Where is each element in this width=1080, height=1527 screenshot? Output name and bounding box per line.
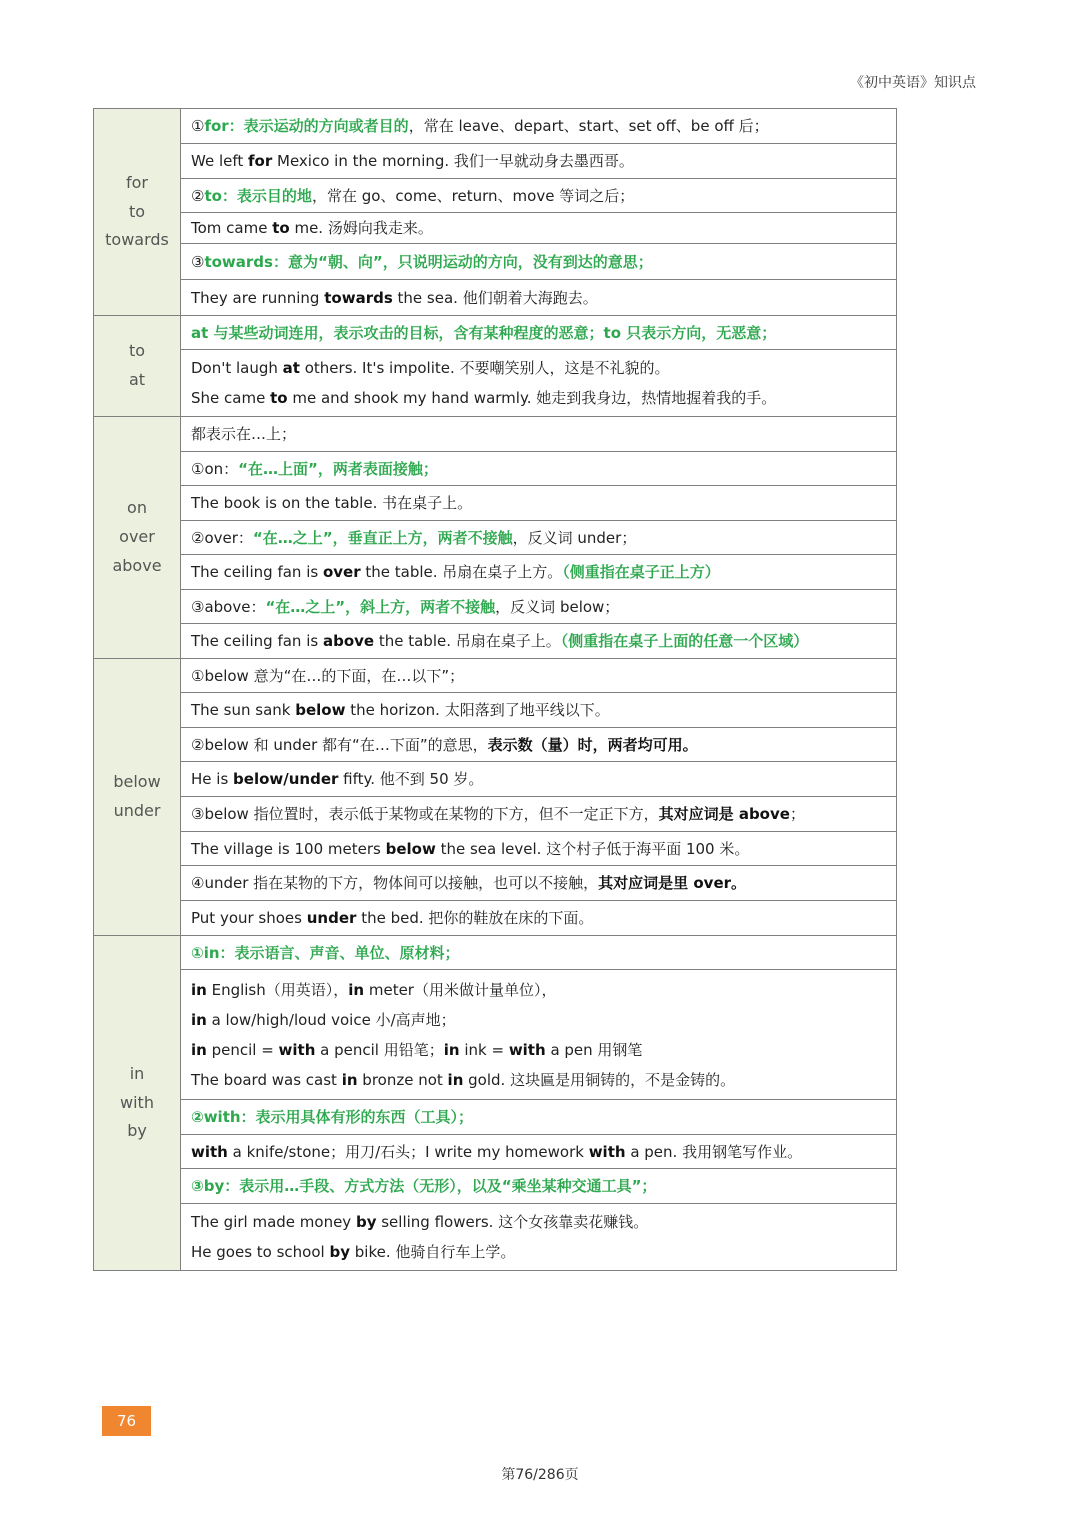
text-segment: a pen 用钢笔	[545, 1040, 643, 1059]
text-segment: a knife/stone；用刀/石头；I write my homework	[227, 1142, 589, 1161]
text-segment: ；	[789, 805, 805, 823]
table-row	[94, 901, 897, 936]
explanation-cell	[181, 316, 897, 350]
text-segment: We left	[191, 152, 249, 170]
keyword-text: to	[270, 389, 288, 407]
table-row	[94, 1204, 897, 1271]
keyword-text: by	[355, 1213, 377, 1231]
text-segment: a pen. 我用钢笔写作业。	[625, 1142, 803, 1161]
explanation-line	[191, 419, 896, 449]
text-segment: the bed. 把你的鞋放在床的下面。	[356, 909, 594, 927]
text-segment: ②over：	[191, 528, 253, 547]
keyword-text: in	[341, 1070, 358, 1089]
explanation-line	[191, 592, 896, 622]
explanation-cell	[181, 1100, 897, 1135]
text-segment: ，常在 go、come、return、move 等词之后；	[311, 186, 635, 205]
explanation-line	[191, 730, 896, 760]
keyword-text: under	[306, 909, 357, 927]
explanation-cell	[181, 866, 897, 901]
explanation-cell	[181, 144, 897, 179]
text-segment: ④under 指在某物的下方，物体间可以接触，也可以不接触，	[191, 874, 599, 892]
table-body	[94, 109, 897, 1271]
table-row	[94, 970, 897, 1100]
text-segment: ②	[191, 186, 205, 205]
text-segment: ink =	[459, 1040, 509, 1059]
explanation-cell	[181, 350, 897, 417]
text-segment: me. 汤姆向我走来。	[289, 219, 433, 237]
text-segment: They are running	[191, 288, 325, 307]
text-segment: The village is 100 meters	[191, 839, 386, 858]
explanation-line	[191, 454, 896, 484]
table-row	[94, 179, 897, 213]
explanation-cell	[181, 213, 897, 244]
explanation-line	[191, 146, 896, 176]
explanation-line	[191, 353, 896, 383]
table-row	[94, 144, 897, 179]
keyword-text: in	[191, 1010, 207, 1029]
text-segment: ③	[191, 252, 205, 271]
keyword-text: in	[443, 1040, 460, 1059]
text-segment: Put your shoes	[191, 909, 307, 927]
word-label: with	[120, 1092, 154, 1112]
explanation-cell	[181, 452, 897, 486]
word-label: under	[113, 801, 161, 820]
explanation-line	[191, 626, 896, 656]
text-segment: selling flowers. 这个女孩靠卖花赚钱。	[376, 1213, 649, 1231]
keyword-text: below	[295, 701, 346, 719]
explanation-line	[191, 1065, 896, 1095]
text-segment: The ceiling fan is	[191, 563, 323, 581]
explanation-line	[191, 1035, 896, 1065]
word-label: by	[127, 1121, 147, 1141]
text-segment: ①below 意为“在…的下面，在…以下”；	[191, 666, 465, 685]
highlight-text: ②with：表示用具体有形的东西（工具）；	[191, 1108, 474, 1126]
keyword-text: 表示数（量）时，两者均可用。	[487, 735, 698, 754]
text-segment: ①	[191, 117, 205, 135]
keyword-text: in	[447, 1070, 464, 1089]
explanation-line	[191, 868, 896, 898]
text-segment: 都表示在…上；	[191, 425, 297, 443]
word-label: on	[127, 498, 147, 518]
word-group-cell	[94, 417, 181, 659]
highlight-text: ①in：表示语言、声音、单位、原材料；	[191, 943, 460, 962]
keyword-text: with	[508, 1040, 546, 1059]
keyword-text: 其对应词是 above	[658, 805, 790, 823]
explanation-line	[191, 488, 896, 518]
text-segment: The sun sank	[191, 701, 296, 719]
explanation-line	[191, 523, 896, 553]
keyword-text: for	[248, 152, 273, 170]
word-label: above	[112, 555, 162, 575]
explanation-line	[191, 661, 896, 691]
explanation-cell	[181, 486, 897, 521]
explanation-cell	[181, 1169, 897, 1204]
word-label: in	[129, 1063, 145, 1083]
table-row	[94, 213, 897, 244]
highlight-text: “在…上面”，两者表面接触；	[238, 459, 438, 478]
explanation-line	[191, 383, 896, 413]
explanation-line	[191, 1102, 896, 1132]
table-row	[94, 316, 897, 350]
explanation-line	[191, 1207, 896, 1237]
explanation-cell	[181, 590, 897, 624]
explanation-cell	[181, 179, 897, 213]
text-segment: The book is on the table. 书在桌子上。	[191, 494, 473, 512]
explanation-cell	[181, 659, 897, 693]
word-group-cell	[94, 109, 181, 316]
explanation-line	[191, 834, 896, 864]
explanation-cell	[181, 693, 897, 728]
text-segment: bike. 他骑自行车上学。	[350, 1243, 516, 1261]
explanation-cell	[181, 1135, 897, 1169]
explanation-cell	[181, 832, 897, 866]
explanation-cell	[181, 624, 897, 659]
word-label: over	[119, 527, 155, 547]
explanation-line	[191, 1137, 896, 1167]
word-label: towards	[105, 230, 169, 250]
word-label: for	[126, 172, 148, 192]
text-segment: the table. 吊扇在桌子上。	[374, 632, 561, 650]
text-segment: Don't laugh	[191, 359, 283, 377]
highlight-text: for：表示运动的方向或者目的	[204, 117, 409, 135]
text-segment: ，反义词 below；	[495, 597, 620, 616]
explanation-cell	[181, 417, 897, 452]
word-label: to	[128, 341, 146, 361]
table-row	[94, 452, 897, 486]
text-segment: me and shook my hand warmly. 她走到我身边，热情地握着我的手。	[287, 389, 777, 407]
table-row	[94, 693, 897, 728]
explanation-line	[191, 695, 896, 725]
explanation-line	[191, 799, 896, 829]
text-segment: the horizon. 太阳落到了地平线以下。	[345, 701, 610, 719]
explanation-line	[191, 111, 896, 141]
explanation-cell	[181, 521, 897, 555]
explanation-line	[191, 938, 896, 968]
table-row	[94, 832, 897, 866]
text-segment: ，反义词 under；	[512, 528, 637, 547]
highlight-text: （侧重指在桌子上面的任意一个区域）	[560, 632, 809, 650]
explanation-line	[191, 764, 896, 794]
text-segment: ③above：	[191, 597, 266, 616]
highlight-text: “在…之上”，斜上方，两者不接触	[265, 597, 496, 616]
word-group-cell	[94, 659, 181, 936]
text-segment: Tom came	[191, 219, 273, 237]
explanation-line	[191, 975, 896, 1005]
explanation-line	[191, 557, 896, 587]
explanation-line	[191, 181, 896, 211]
keyword-text: below/under	[233, 770, 339, 788]
explanation-cell	[181, 797, 897, 832]
word-group-cell	[94, 316, 181, 417]
explanation-cell	[181, 728, 897, 762]
text-segment: meter（用米做计量单位），	[364, 980, 557, 999]
keyword-text: at	[282, 359, 300, 377]
explanation-line	[191, 1005, 896, 1035]
table-row	[94, 936, 897, 970]
table-row	[94, 244, 897, 280]
table-row	[94, 797, 897, 832]
table-row	[94, 521, 897, 555]
keyword-text: with	[278, 1040, 316, 1059]
text-segment: The board was cast	[191, 1070, 342, 1089]
explanation-cell	[181, 244, 897, 280]
keyword-text: towards	[324, 288, 393, 307]
table-row	[94, 1135, 897, 1169]
text-segment: the table. 吊扇在桌子上方。	[360, 563, 563, 581]
table-row	[94, 624, 897, 659]
highlight-text: （侧重指在桌子正上方）	[562, 563, 720, 581]
table-row	[94, 728, 897, 762]
table-row	[94, 590, 897, 624]
highlight-text: “在…之上”，垂直正上方，两者不接触	[252, 528, 513, 547]
explanation-line	[191, 283, 896, 313]
text-segment: ①on：	[191, 459, 239, 478]
table-row	[94, 1100, 897, 1135]
text-segment: others. It's impolite. 不要嘲笑别人，这是不礼貌的。	[299, 359, 670, 377]
text-segment: Mexico in the morning. 我们一早就动身去墨西哥。	[272, 152, 634, 170]
explanation-line	[191, 903, 896, 933]
explanation-line	[191, 1171, 896, 1201]
table-row	[94, 555, 897, 590]
table-row	[94, 280, 897, 316]
book-title: 《初中英语》知识点	[850, 75, 976, 91]
table-row	[94, 659, 897, 693]
table-row	[94, 417, 897, 452]
text-segment: He goes to school	[191, 1243, 330, 1261]
explanation-cell	[181, 555, 897, 590]
text-segment: the sea level. 这个村子低于海平面 100 米。	[435, 839, 750, 858]
word-label: below	[113, 772, 161, 792]
keyword-text: above	[322, 632, 375, 650]
text-segment: The girl made money	[191, 1213, 356, 1231]
explanation-cell	[181, 901, 897, 936]
text-segment: English（用英语），	[206, 980, 349, 999]
word-label: at	[128, 370, 146, 389]
keyword-text: to	[272, 219, 290, 237]
word-label: to	[128, 201, 146, 221]
text-segment: a pencil 用铅笔；	[315, 1040, 444, 1059]
table-row	[94, 486, 897, 521]
table-row	[94, 866, 897, 901]
explanation-line	[191, 213, 896, 243]
table-row	[94, 109, 897, 144]
keyword-text: in	[191, 1040, 207, 1059]
table-row	[94, 350, 897, 417]
text-segment: fifty. 他不到 50 岁。	[338, 770, 484, 788]
keyword-text: with	[588, 1142, 626, 1161]
keyword-text: 其对应词是里 over。	[598, 874, 747, 892]
text-segment: bronze not	[357, 1070, 448, 1089]
text-segment: She came	[191, 389, 271, 407]
keyword-text: in	[191, 980, 207, 999]
text-segment: He is	[191, 770, 234, 788]
explanation-line	[191, 1237, 896, 1267]
text-segment: ③below 指位置时，表示低于某物或在某物的下方，但不一定正下方，	[191, 805, 659, 823]
highlight-text: at 与某些动词连用，表示攻击的目标，含有某种程度的恶意；to 只表示方向，无恶意；	[191, 323, 777, 342]
explanation-cell	[181, 280, 897, 316]
text-segment: the sea. 他们朝着大海跑去。	[392, 288, 598, 307]
explanation-cell	[181, 970, 897, 1100]
text-segment: gold. 这块匾是用铜铸的，不是金铸的。	[463, 1070, 736, 1089]
word-group-cell	[94, 936, 181, 1271]
preposition-table	[93, 108, 897, 1271]
explanation-line	[191, 318, 896, 348]
keyword-text: below	[385, 839, 436, 858]
text-segment: a low/high/loud voice 小/高声地；	[206, 1010, 456, 1029]
text-segment: ②below 和 under 都有“在…下面”的意思，	[191, 735, 488, 754]
explanation-cell	[181, 762, 897, 797]
text-segment: ，常在 leave、depart、start、set off、be off 后；	[408, 117, 769, 135]
keyword-text: by	[329, 1243, 350, 1261]
explanation-cell	[181, 1204, 897, 1271]
explanation-line	[191, 247, 896, 277]
text-segment: The ceiling fan is	[191, 632, 323, 650]
page-number-badge: 76	[102, 1406, 151, 1436]
highlight-text: towards：意为“朝、向”，只说明运动的方向，没有到达的意思；	[204, 252, 653, 271]
text-segment: pencil =	[206, 1040, 279, 1059]
highlight-text: to：表示目的地	[204, 186, 312, 205]
table-row	[94, 762, 897, 797]
keyword-text: with	[191, 1142, 228, 1161]
keyword-text: in	[348, 980, 365, 999]
page-indicator: 第76/286页	[501, 1467, 579, 1483]
highlight-text: ③by：表示用…手段、方式方法（无形），以及“乘坐某种交通工具”；	[191, 1177, 657, 1195]
explanation-cell	[181, 936, 897, 970]
keyword-text: over	[322, 563, 361, 581]
table-row	[94, 1169, 897, 1204]
explanation-cell	[181, 109, 897, 144]
